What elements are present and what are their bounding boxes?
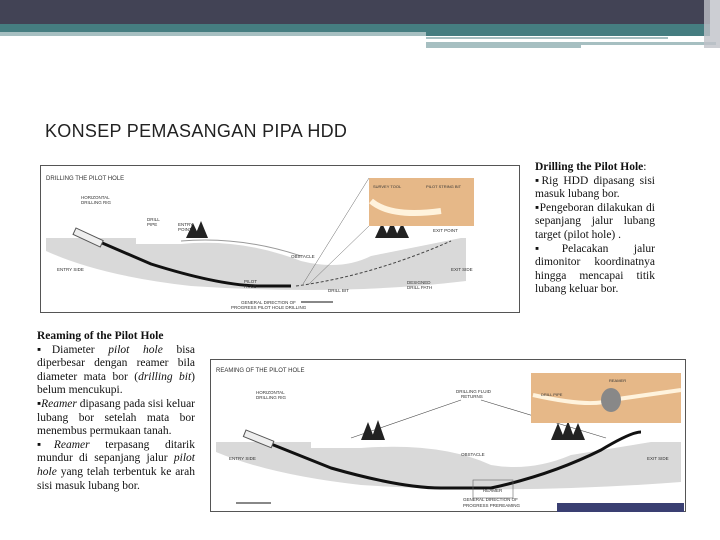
t: dipasang pada sisi keluar lubang bor setelah mata bor menembus permukaan tanah. [37,397,196,438]
drilling-text-block [535,161,655,297]
reaming-pilot-hole-diagram [210,359,686,512]
d1-label-pipe2: PIPE [147,222,158,227]
d1-label-pilot2: HOLE [244,284,257,289]
d1-label-drill-bit: DRILL BIT [328,288,349,293]
d2-inset-pipe: DRILL PIPE [541,392,563,397]
drilling-pilot-hole-diagram [40,165,520,313]
header-dark-bar [0,0,710,24]
reaming-text-block [37,330,195,493]
d2-title: REAMING OF THE PILOT HOLE [216,368,305,374]
header-light-strip [0,32,426,36]
d1-label-exit-point: EXIT POINT [433,228,458,233]
t: ▪Diameter [37,343,109,356]
header-teal-bar [0,24,710,32]
d1-label-pilot1: PILOT [244,279,258,284]
d1-label-obstacle: OBSTACLE [291,254,315,259]
reaming-bullet-1 [37,344,195,398]
t: terpasang ditarik mundur di sepanjang jalur [37,438,195,465]
drilling-bullet-3: ▪Pelacakan jalur dimonitor koordinatnya hingga mencapai titik lubang keluar bor. [535,242,655,296]
d1-label-path2: DRILL PATH [407,285,433,290]
t: bisa diperbesar dengan reamer bila diameter mata bor ( [37,343,196,383]
d2-label-fluid1: DRILLING FLUID [456,389,492,394]
t: pilot hole [108,343,163,356]
d1-inset-bit: PILOT STRING BIT [426,184,462,189]
t: pilot hole [37,452,195,478]
slide-title: KONSEP PEMASANGAN PIPA HDD [45,121,348,141]
t: ▪Reamer [37,438,90,451]
d2-label-rig1: HORIZONTAL [256,390,285,395]
d1-label-rig2: DRILLING RIG [81,200,112,205]
header-right-edge [704,0,720,48]
t: drilling bit [138,370,192,383]
d2-label-rig2: DRILLING RIG [256,395,287,400]
d1-inset-survey: SURVEY TOOL [373,184,402,189]
d2-label-reamer: REAMER [483,488,503,493]
d1-label-entry1: ENTRY [178,222,194,227]
d2-label-fluid2: RETURNS [461,394,483,399]
t: yang telah terbentuk ke arah sisi masuk lubang bor. [37,465,195,492]
d1-title: DRILLING THE PILOT HOLE [46,176,125,182]
t: ▪Reamer [37,397,77,410]
d1-label-exit-side: EXIT SIDE [451,267,473,272]
header-line-3 [426,45,581,48]
header-teal-bar-right [426,32,710,36]
header-line-1 [426,37,668,39]
d2-label-obstacle: OBSTACLE [461,452,485,457]
footer-accent-bar [557,503,684,512]
drilling-heading: Drilling the Pilot Hole [535,161,644,173]
reaming-bullet-3 [37,439,195,493]
d2-inset-reamer: REAMER [609,378,627,383]
d1-label-rig1: HORIZONTAL [81,195,110,200]
d1-label-entry-side: ENTRY SIDE [57,267,84,272]
reaming-heading: Reaming of the Pilot Hole [37,330,164,342]
d2-label-exit-side: EXIT SIDE [647,456,669,461]
drilling-diagram-svg [41,166,519,312]
drilling-bullet-1: ▪Rig HDD dipasang sisi masuk lubang bor. [535,174,655,201]
d2-label-dir2: PROGRESS PREREAMING [463,503,521,508]
d1-label-dir1: GENERAL DIRECTION OF [241,300,296,305]
d2-label-dir1: GENERAL DIRECTION OF [463,497,518,502]
d1-label-path1: DESIGNED [407,280,431,285]
d2-label-entry-side: ENTRY SIDE [229,456,256,461]
drilling-bullet-2: ▪Pengeboran dilakukan di sepanjang jalur lubang target (pilot hole) . [535,201,655,241]
reaming-diagram-svg [211,360,685,511]
reaming-bullet-2 [37,398,195,439]
d1-label-entry2: POINT [178,227,192,232]
t: ) belum mencukupi. [37,370,195,397]
drilling-colon: : [643,161,647,173]
d1-label-dir2: PROGRESS PILOT HOLE DRILLING [231,305,307,310]
d1-label-pipe1: DRILL [147,217,160,222]
